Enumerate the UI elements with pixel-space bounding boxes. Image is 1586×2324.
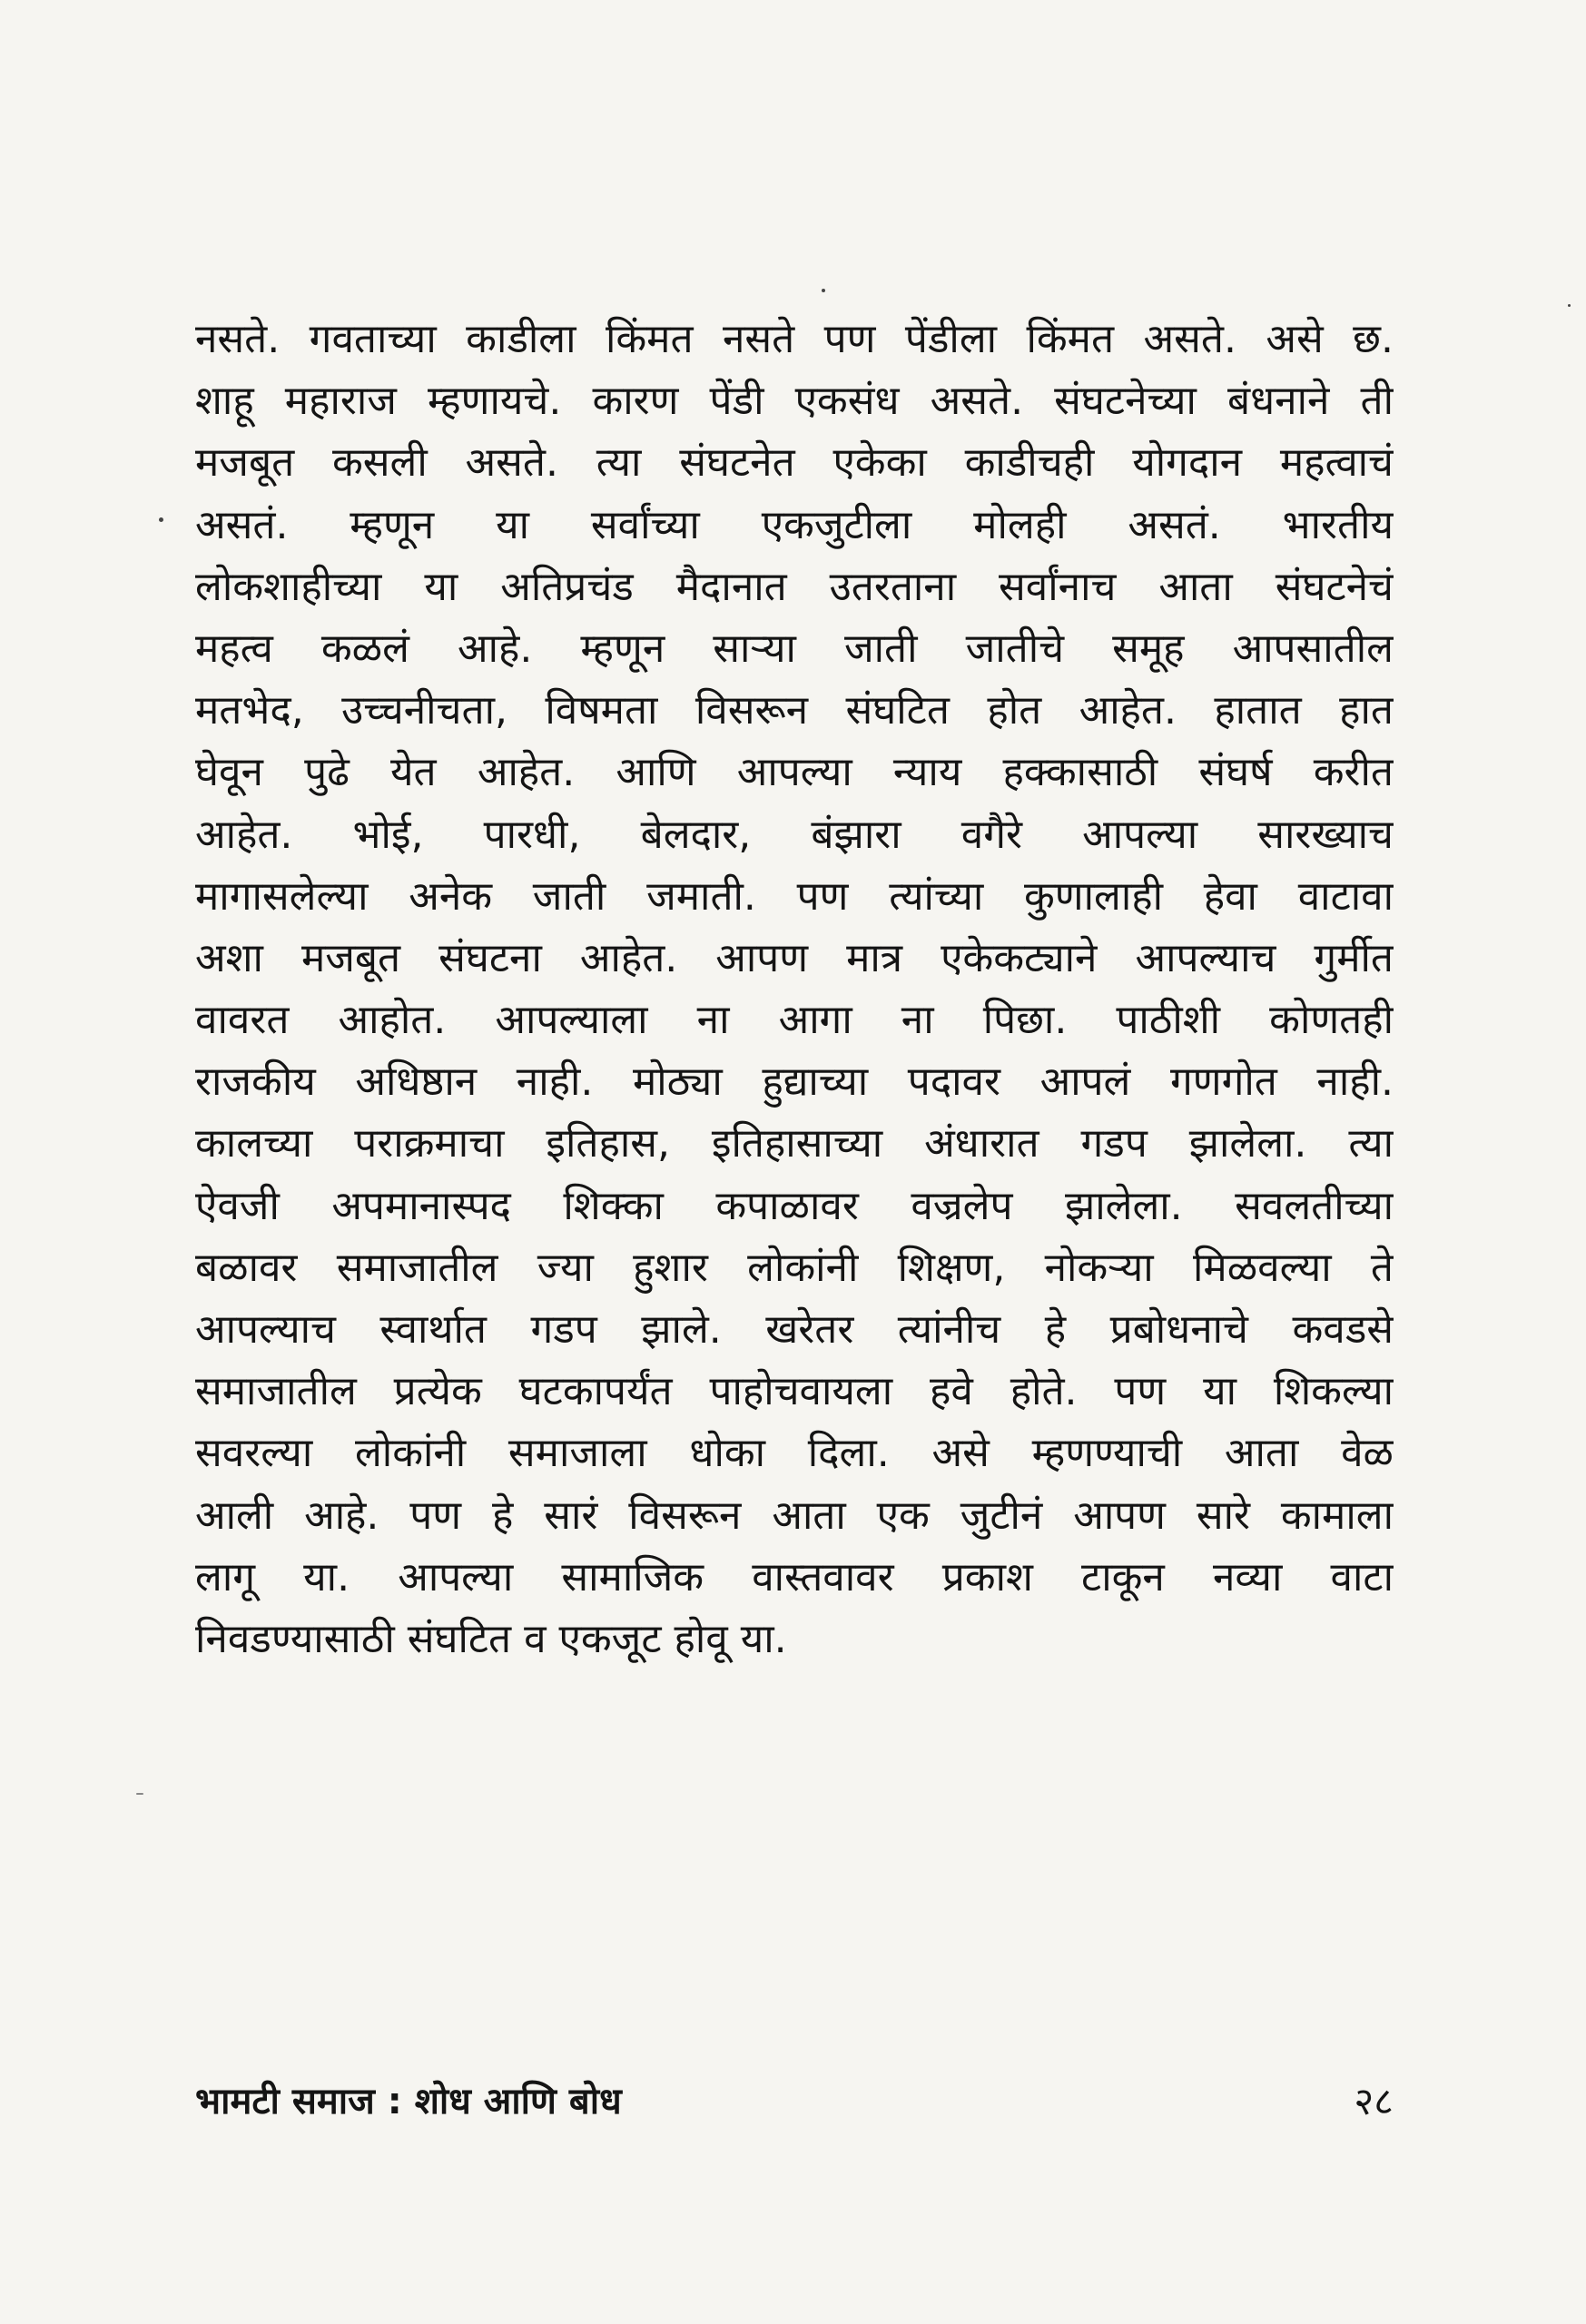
running-footer-title: भामटी समाज : शोध आणि बोध: [195, 2081, 622, 2122]
text-line: लोकशाहीच्या या अतिप्रचंड मैदानात उतरताना सर्वांनाच आता संघटनेचं: [195, 563, 1394, 610]
text-line: असतं. म्हणून या सर्वांच्या एकजुटीला मोलही असतं. भारतीय: [195, 501, 1394, 548]
text-line: आपल्याच स्वार्थात गडप झाले. खरेतर त्यांनीच हे प्रबोधनाचे कवडसे: [195, 1306, 1394, 1353]
text-line: वावरत आहोत. आपल्याला ना आगा ना पिछा. पाठीशी कोणतही: [195, 997, 1394, 1044]
text-line: आहेत. भोई, पारधी, बेलदार, बंझारा वगैरे आपल्या सारख्याच: [195, 811, 1394, 858]
ink-speck: [822, 289, 825, 292]
text-line: नसते. गवताच्या काडीला किंमत नसते पण पेंडीला किंमत असते. असे छ.: [195, 316, 1394, 362]
text-line: निवडण्यासाठी संघटित व एकजूट होवू या.: [195, 1615, 787, 1662]
text-line: लागू या. आपल्या सामाजिक वास्तवावर प्रकाश टाकून नव्या वाटा: [195, 1553, 1394, 1600]
text-line: बळावर समाजातील ज्या हुशार लोकांनी शिक्षण, नोकऱ्या मिळवल्या ते: [195, 1244, 1394, 1291]
ink-speck: [1568, 304, 1571, 307]
text-line: मतभेद, उच्चनीचता, विषमता विसरून संघटित होत आहेत. हातात हात: [195, 687, 1394, 734]
ink-speck: [159, 517, 163, 522]
text-line: आली आहे. पण हे सारं विसरून आता एक जुटीनं आपण सारे कामाला: [195, 1492, 1394, 1539]
text-line: शाहू महाराज म्हणायचे. कारण पेंडी एकसंध असते. संघटनेच्या बंधनाने ती: [195, 378, 1394, 425]
text-line: ऐवजी अपमानास्पद शिक्का कपाळावर वज्रलेप झालेला. सवलतीच्या: [195, 1182, 1394, 1229]
text-line: मजबूत कसली असते. त्या संघटनेत एकेका काडीचही योगदान महत्वाचं: [195, 439, 1394, 487]
text-line: सवरल्या लोकांनी समाजाला धोका दिला. असे म्हणण्याची आता वेळ: [195, 1430, 1394, 1477]
text-line: कालच्या पराक्रमाचा इतिहास, इतिहासाच्या अंधारात गडप झालेला. त्या: [195, 1120, 1394, 1167]
page-footer: [195, 2074, 1394, 2129]
body-paragraph: [195, 309, 1394, 1670]
text-line: महत्व कळलं आहे. म्हणून साऱ्या जाती जातीचे समूह आपसातील: [195, 625, 1394, 672]
page-number: २८: [1354, 2079, 1394, 2123]
text-line: घेवून पुढे येत आहेत. आणि आपल्या न्याय हक्कासाठी संघर्ष करीत: [195, 749, 1394, 796]
text-line: अशा मजबूत संघटना आहेत. आपण मात्र एकेकट्याने आपल्याच गुर्मीत: [195, 934, 1394, 981]
text-line: राजकीय अधिष्ठान नाही. मोठ्या हुद्याच्या पदावर आपलं गणगोत नाही.: [195, 1059, 1394, 1106]
text-line: समाजातील प्रत्येक घटकापर्यंत पाहोचवायला हवे होते. पण या शिकल्या: [195, 1368, 1394, 1415]
ink-speck: [136, 1793, 143, 1795]
text-line: मागासलेल्या अनेक जाती जमाती. पण त्यांच्या कुणालाही हेवा वाटावा: [195, 872, 1394, 920]
